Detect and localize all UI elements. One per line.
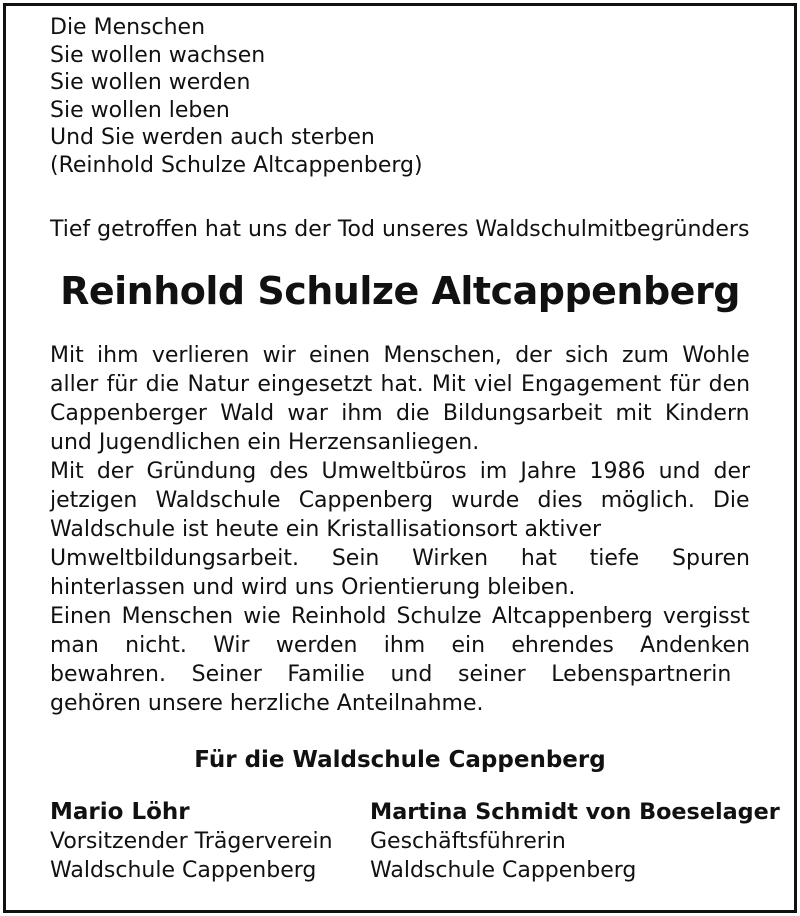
body-line: hinterlassen und wird uns Orientierung bleiben.	[50, 575, 576, 600]
body-line: Einen Menschen wie Reinhold Schulze Altcappenberg vergisst	[50, 604, 750, 629]
poem-attribution: (Reinhold Schulze Altcappenberg)	[50, 152, 423, 178]
body-line: Waldschule ist heute ein Kristallisationsort aktiver	[50, 517, 602, 542]
signatory-left	[50, 798, 333, 885]
body-line: Umweltbildungsarbeit. Sein Wirken hat tiefe Spuren	[50, 546, 750, 571]
poem-line: Sie wollen wachsen	[50, 42, 266, 68]
signatory-role: Geschäftsführerin	[370, 829, 566, 854]
body-line: Cappenberger Wald war ihm die Bildungsarbeit mit Kindern	[50, 401, 750, 426]
body-line: aller für die Natur eingesetzt hat. Mit viel Engagement für den	[50, 372, 751, 397]
obituary-body	[50, 341, 750, 718]
signatory-right	[370, 798, 780, 885]
body-line: Mit ihm verlieren wir einen Menschen, der sich zum Wohle	[50, 343, 750, 368]
body-line: gehören unsere herzliche Anteilnahme.	[50, 691, 484, 716]
body-line: und Jugendlichen ein Herzensanliegen.	[50, 430, 480, 455]
intro-text: Tief getroffen hat uns der Tod unseres Waldschulmitbegründers	[50, 217, 750, 242]
body-line: bewahren. Seiner Familie und seiner Lebenspartnerin	[50, 662, 732, 687]
poem-line: Und Sie werden auch sterben	[50, 125, 375, 150]
signatory-org: Waldschule Cappenberg	[370, 858, 637, 883]
body-line: jetzigen Waldschule Cappenberg wurde dies möglich. Die	[50, 488, 750, 513]
poem-line: Sie wollen leben	[50, 97, 230, 123]
poem	[50, 14, 423, 179]
poem-line: Die Menschen	[50, 15, 206, 40]
deceased-name: Reinhold Schulze Altcappenberg	[60, 269, 740, 313]
signatory-role: Vorsitzender Trägerverein	[50, 829, 333, 854]
poem-line: Sie wollen werden	[50, 70, 251, 95]
body-line: man nicht. Wir werden ihm ein ehrendes Andenken	[50, 633, 751, 658]
signoff: Für die Waldschule Cappenberg	[194, 747, 606, 773]
signatory-name: Martina Schmidt von Boeselager	[370, 799, 780, 825]
body-line: Mit der Gründung des Umweltbüros im Jahre 1986 und der	[50, 459, 751, 484]
signatory-name: Mario Löhr	[50, 799, 190, 825]
signatory-org: Waldschule Cappenberg	[50, 858, 317, 883]
